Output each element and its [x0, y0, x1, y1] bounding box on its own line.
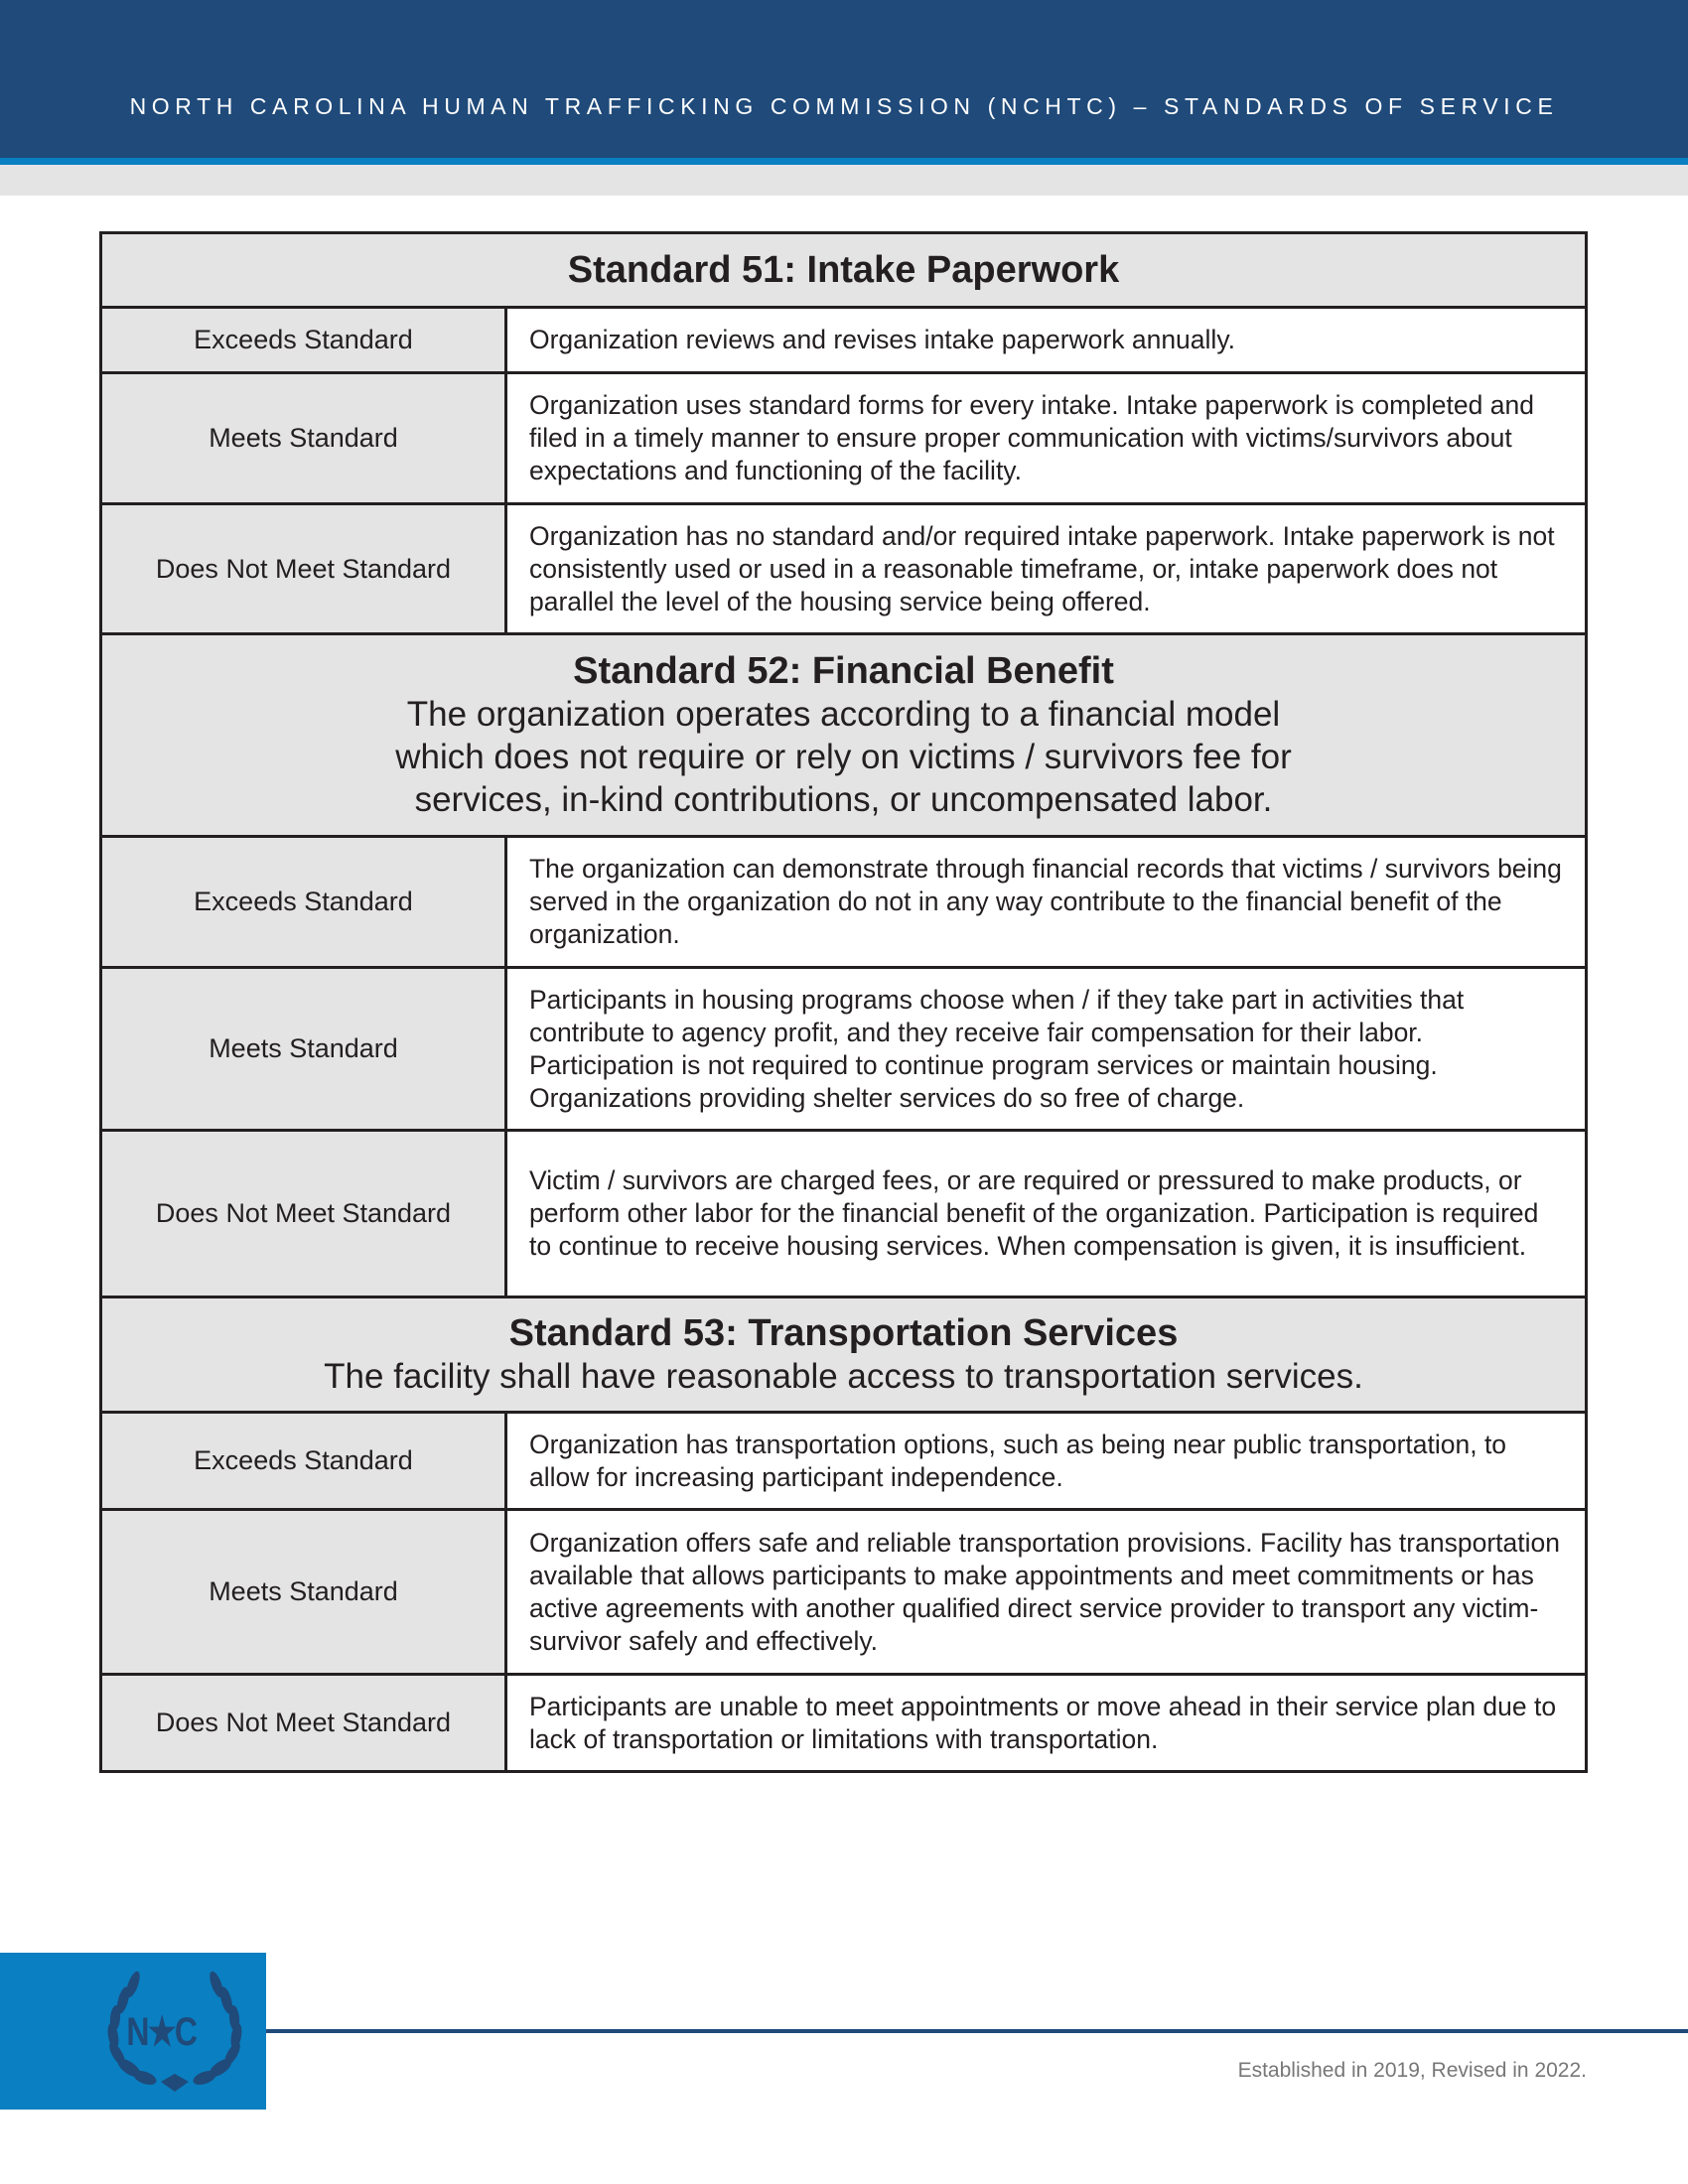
standard-header — [101, 634, 1587, 837]
standard-title: Standard 53: Transportation Services — [508, 1312, 1179, 1354]
rating-description: Organization reviews and revises intake paperwork annually. — [506, 308, 1587, 373]
table-row — [101, 837, 1587, 968]
nc-logo — [0, 1953, 266, 2110]
rating-description: Participants in housing programs choose when / if they take part in activities that contribute to agency profit, and they receive fair compensation for their labor. Participation is not required to continue program services or maintain housing. Organizations providing shelter services do so free of charge. — [506, 968, 1587, 1131]
page-header-title: NORTH CAROLINA HUMAN TRAFFICKING COMMISSION (NCHTC) – STANDARDS OF SERVICE — [129, 93, 1559, 119]
standard-description-line: The organization operates according to a financial model — [406, 695, 1281, 734]
header-gray-band — [0, 165, 1688, 196]
header-accent-stripe — [0, 158, 1688, 165]
rating-label: Exceeds Standard — [101, 308, 506, 373]
standard-52-header-row — [101, 634, 1587, 837]
rating-description: Participants are unable to meet appointments or move ahead in their service plan due to lack of transportation or limitations with transportation. — [506, 1675, 1587, 1772]
rating-description: Organization offers safe and reliable transportation provisions. Facility has transportation available that allows participants to make appointments and meet commitments or has active agreements with another qualified direct service provider to transport any victim-survivor safely and effectively. — [506, 1510, 1587, 1675]
rating-label: Exceeds Standard — [101, 837, 506, 968]
table-row — [101, 968, 1587, 1131]
footer-established-text: Established in 2019, Revised in 2022. — [1237, 2059, 1587, 2082]
rating-label: Does Not Meet Standard — [101, 1675, 506, 1772]
rating-label: Meets Standard — [101, 968, 506, 1131]
rating-description: Victim / survivors are charged fees, or are required or pressured to make products, or perform other labor for the financial benefit of the organization. Participation is required to continue to receive housing services. When compensation is given, it is insufficient. — [506, 1131, 1587, 1297]
standard-header — [101, 233, 1587, 308]
standard-description-line: The facility shall have reasonable access to transportation services. — [324, 1357, 1363, 1396]
standard-53-header-row — [101, 1297, 1587, 1413]
rating-description: Organization has transportation options, such as being near public transportation, to allow for increasing participant independence. — [506, 1413, 1587, 1510]
standard-51-header-row — [101, 233, 1587, 308]
table-row — [101, 1413, 1587, 1510]
table-row — [101, 1675, 1587, 1772]
table-row — [101, 504, 1587, 634]
header-band — [0, 0, 1688, 158]
table-row — [101, 1510, 1587, 1675]
rating-label: Does Not Meet Standard — [101, 1131, 506, 1297]
standard-title: Standard 52: Financial Benefit — [573, 650, 1114, 692]
rating-label: Meets Standard — [101, 1510, 506, 1675]
standard-description-line: services, in-kind contributions, or uncompensated labor. — [414, 780, 1273, 819]
standard-description-line: which does not require or rely on victims / survivors fee for — [395, 738, 1292, 776]
standards-table — [99, 231, 1588, 1773]
rating-description: Organization uses standard forms for every intake. Intake paperwork is completed and filed in a timely manner to ensure proper communication with victims/survivors about expectations and functioning of the facility. — [506, 373, 1587, 504]
table-row — [101, 308, 1587, 373]
standard-title: Standard 51: Intake Paperwork — [567, 249, 1120, 291]
logo-letters: N★C — [126, 2010, 197, 2054]
table-row — [101, 1131, 1587, 1297]
rating-label: Meets Standard — [101, 373, 506, 504]
rating-label: Does Not Meet Standard — [101, 504, 506, 634]
rating-description: Organization has no standard and/or required intake paperwork. Intake paperwork is not consistently used or used in a reasonable timeframe, or, intake paperwork does not parallel the level of the housing service being offered. — [506, 504, 1587, 634]
standard-header — [101, 1297, 1587, 1413]
footer-divider — [266, 2029, 1688, 2033]
rating-label: Exceeds Standard — [101, 1413, 506, 1510]
rating-description: The organization can demonstrate through financial records that victims / survivors being served in the organization do not in any way contribute to the financial benefit of the organization. — [506, 837, 1587, 968]
table-row — [101, 373, 1587, 504]
